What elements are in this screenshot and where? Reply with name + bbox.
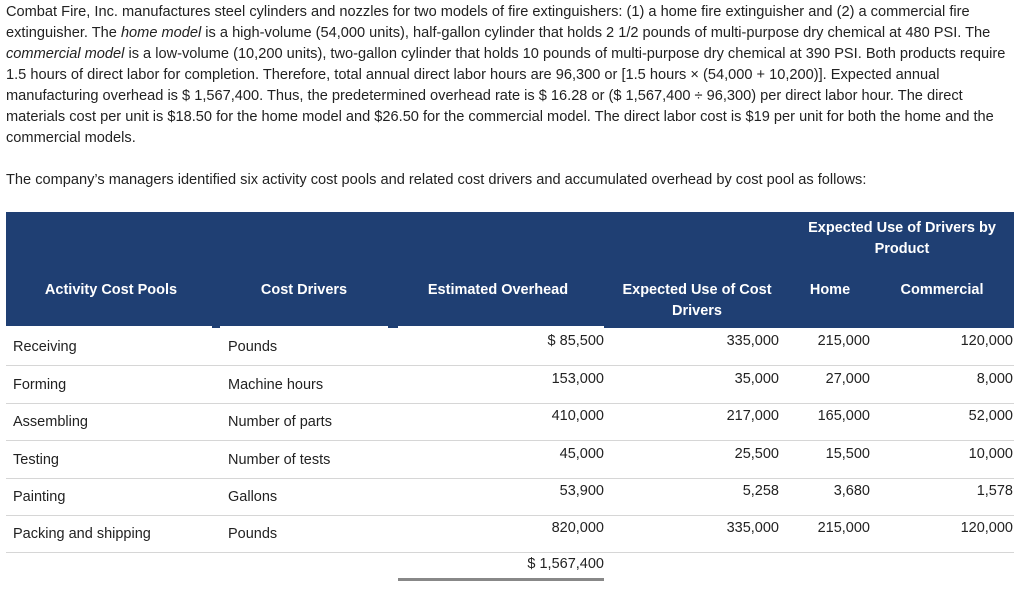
col-header-expected-use: Expected Use of Cost Drivers — [604, 270, 790, 328]
table-row: Forming Machine hours 153,000 35,000 27,000 8,000 — [6, 366, 1014, 404]
total-overhead: $ 1,567,400 — [398, 556, 604, 581]
table-lead-in: The company’s managers identified six activity cost pools and related cost drivers and accumulated overhead by cost pool as follows: — [6, 172, 867, 188]
table-row: Packing and shipping Pounds 820,000 335,000 215,000 120,000 — [6, 515, 1014, 553]
col-header-activity-cost-pools: Activity Cost Pools — [6, 270, 216, 328]
table-row: Assembling Number of parts 410,000 217,000 165,000 52,000 — [6, 403, 1014, 441]
problem-description: Combat Fire, Inc. manufactures steel cylinders and nozzles for two models of fire extinguishers: (1) a home fire extinguisher and (2) a commercial fire extinguisher. The home model is a high-volume (54,000 units), half-gallon cylinder that holds 2 1/2 pounds of multi-purpose dry chemical at 480 PSI. The commercial model is a low-volume (10,200 units), two-gallon cylinder that holds 10 pounds of multi-purpose dry chemical at 390 PSI. Both products require 1.5 hours of direct labor for completion. Therefore, total annual direct labor hours are 96,300 or [1.5 hours × (54,000 + 10,200)]. Expected annual manufacturing overhead is $ 1,567,400. Thus, the predetermined overhead rate is $ 16.28 or ($ 1,567,400 ÷ 96,300) per direct labor hour. The direct materials cost per unit is $18.50 for the home model and $26.50 for the commercial model. The direct labor cost is $19 per unit for both the home and the commercial models. — [6, 4, 1006, 146]
table-row: Receiving Pounds $ 85,500 335,000 215,000 120,000 — [6, 328, 1014, 366]
home-model-term: home model — [120, 25, 202, 41]
commercial-model-term: commercial model — [6, 46, 125, 62]
table-row: Painting Gallons 53,900 5,258 3,680 1,578 — [6, 478, 1014, 516]
group-header-expected-use-by-product: Expected Use of Drivers by Product — [808, 220, 996, 257]
col-header-home: Home — [790, 270, 870, 328]
col-header-cost-drivers: Cost Drivers — [216, 270, 392, 328]
table-row: Testing Number of tests 45,000 25,500 15,500 10,000 — [6, 441, 1014, 479]
activity-cost-table — [6, 212, 1014, 582]
col-header-commercial: Commercial — [870, 270, 1014, 328]
col-header-estimated-overhead: Estimated Overhead — [392, 270, 604, 328]
